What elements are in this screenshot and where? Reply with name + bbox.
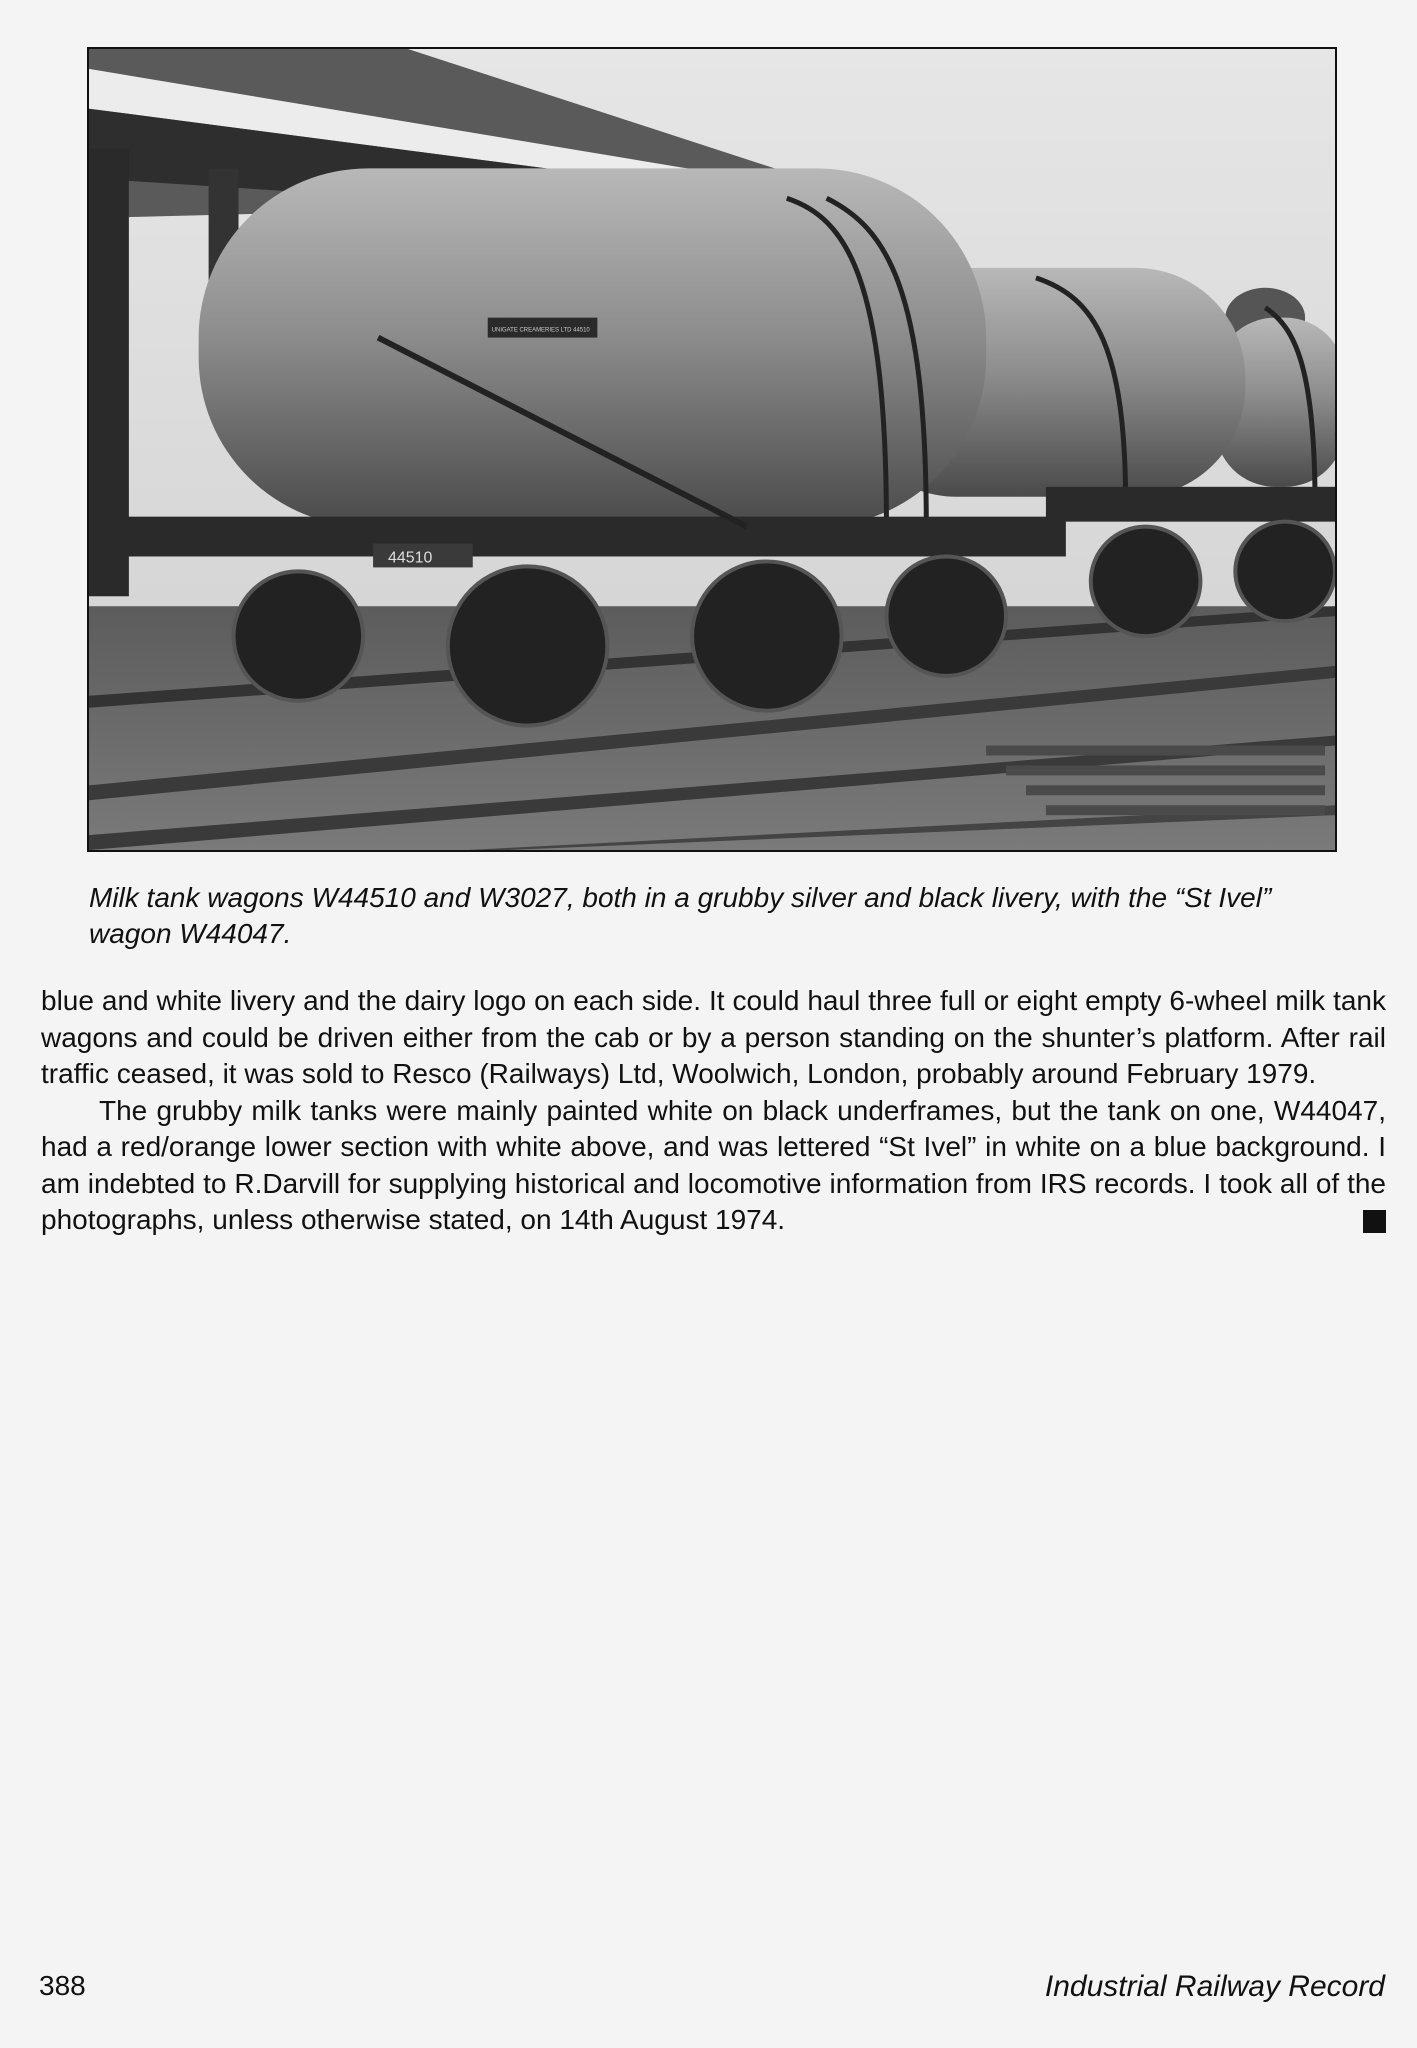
article-body xyxy=(41,983,1386,1239)
end-of-article-mark xyxy=(1363,1210,1386,1233)
photograph-milk-tank-wagons xyxy=(87,47,1337,852)
photograph-image xyxy=(89,49,1335,850)
publication-title: Industrial Railway Record xyxy=(1044,1970,1385,2003)
photo-caption: Milk tank wagons W44510 and W3027, both in a grubby silver and black livery, with the “St Ivel” wagon W44047. xyxy=(89,882,1272,949)
wagon-number-label: 44510 xyxy=(388,549,433,567)
body-paragraph: blue and white livery and the dairy logo on each side. It could haul three full or eight empty 6-wheel milk tank wagons and could be driven either from the cab or by a person standing on the shunter’s platform. After rail traffic ceased, it was sold to Resco (Railways) Ltd, Woolwich, London, probably around February 1979. xyxy=(41,985,1386,1089)
wagon-plate-label: UNIGATE CREAMERIES LTD 44510 xyxy=(491,327,590,334)
body-paragraph-text: The grubby milk tanks were mainly painted white on black underframes, but the tank on one, W44047, had a red/orange lower section with white above, and was lettered “St Ivel” in white on a blue background. I am indebted to R.Darvill for supplying historical and locomotive information from IRS records. I took all of the photographs, unless otherwise stated, on 14th August 1974. xyxy=(41,1094,1386,1235)
page-number: 388 xyxy=(39,1970,86,2001)
body-paragraph-with-end-mark xyxy=(41,1093,1386,1239)
